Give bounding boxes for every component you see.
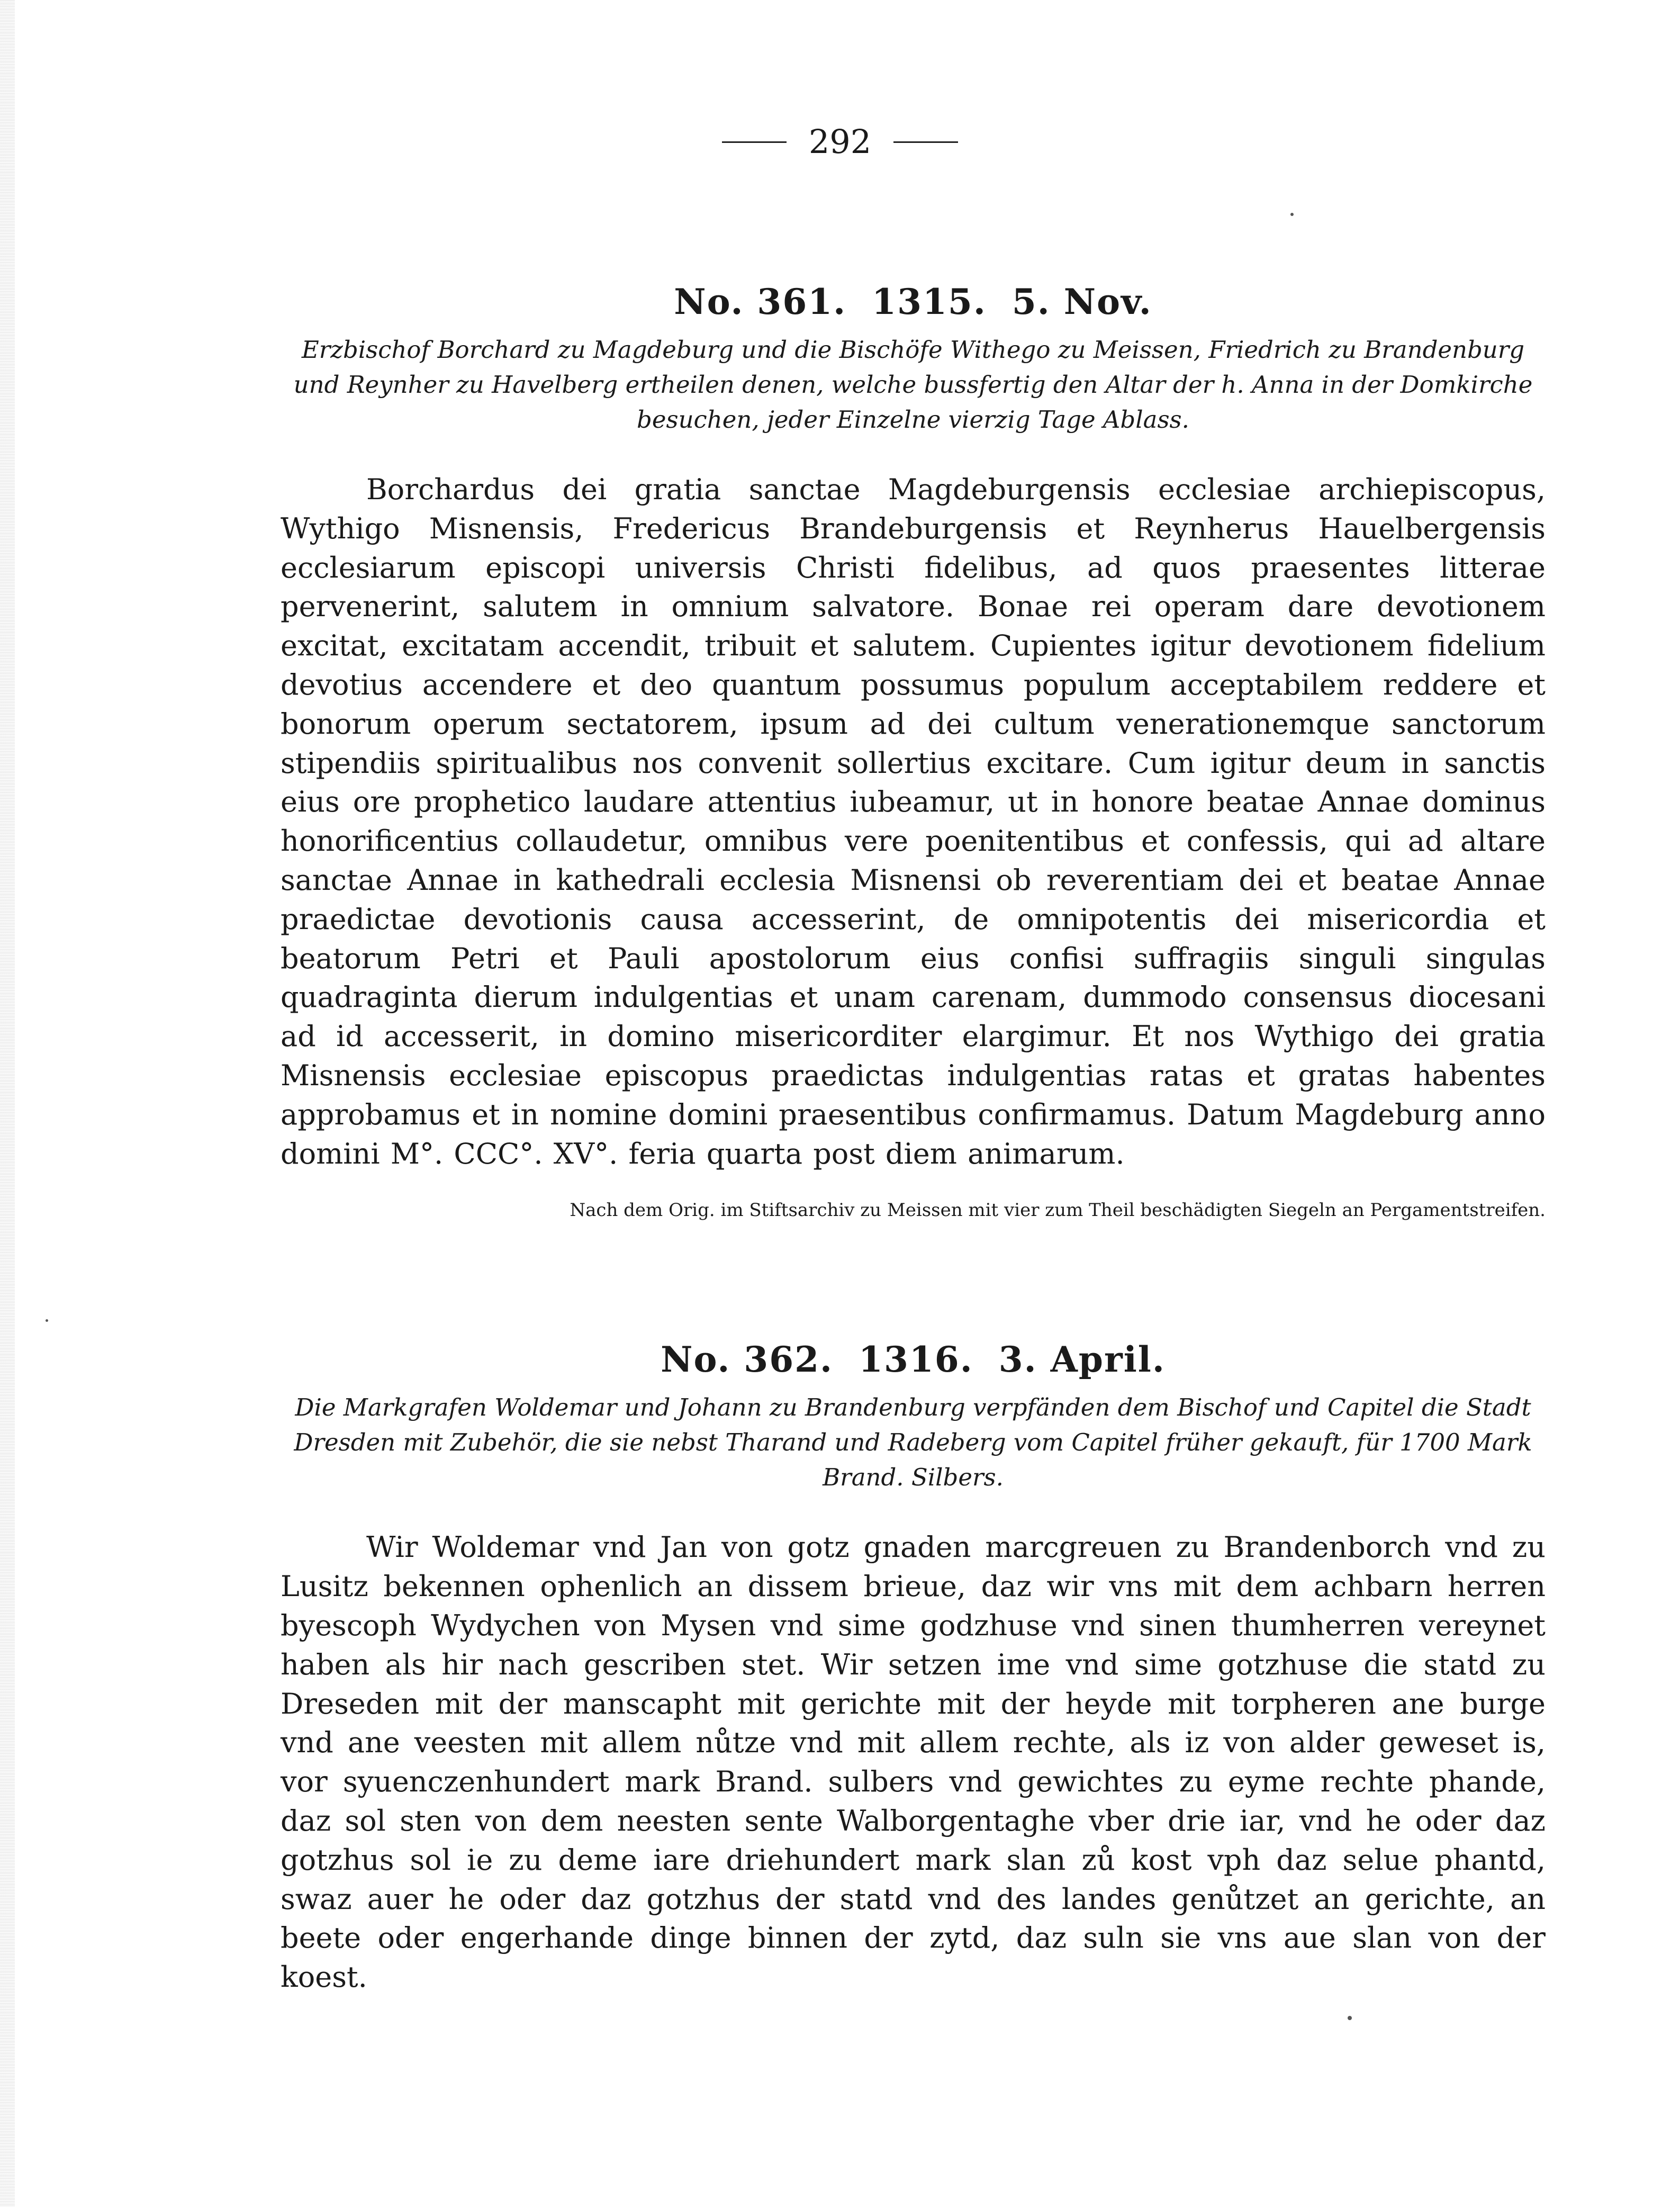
scan-speck [1348, 2016, 1352, 2020]
entry-number: No. 361. [674, 281, 847, 322]
header-dash-left [722, 141, 787, 143]
header-dash-right [893, 141, 958, 143]
entry-text: Wir Woldemar vnd Jan von gotz gnaden marcgreuen zu Brandenborch vnd zu Lusitz bekennen ophenlich an dissem brieue, daz wir vns mit dem achbarn herren byescoph Wydychen von Mysen vnd sime godzhuse vnd sinen thumherren vereynet haben als hir nach gescriben stet. Wir setzen ime vnd sime gotzhuse die statd zu Dreseden mit der manscapht mit gerichte mit der heyde mit torpheren ane burge vnd ane veesten mit allem nůtze vnd mit allem rechte, als iz von alder geweset is, vor syuenczenhundert mark Brand. sulbers vnd gewichtes zu eyme rechte phande, daz sol sten von dem neesten sente Walborgentaghe vber drie iar, vnd he oder daz gotzhus sol ie zu deme iare driehundert mark slan zů kost vph daz selue phantd, swaz auer he oder daz gotzhus der statd vnd des landes genůtzet an gerichte, an beete oder engerhande dinge binnen der zytd, daz suln sie vns aue slan von der koest. [281, 1530, 1546, 1994]
entry-year: 1315. [872, 281, 987, 322]
page-header [0, 123, 1680, 161]
entry-year: 1316. [859, 1339, 973, 1381]
entry-heading [281, 281, 1546, 323]
entry-date: 3. April. [998, 1339, 1166, 1381]
scan-edge [0, 0, 15, 2207]
page-number: 292 [808, 122, 872, 161]
entry-text: Borchardus dei gratia sanctae Magdeburgensis ecclesiae archiepiscopus, Wythigo Misnensis, Fredericus Brandeburgensis et Reynherus Hauelbergensis ecclesiarum episcopi universis Christi fidelibus, ad quos praesentes litterae pervenerint, salutem in omnium salvatore. Bonae rei operam dare devotionem excitat, excitatam accendit, tribuit et salutem. Cupientes igitur devotionem fidelium devotius accendere et deo quantum possumus populum acceptabilem reddere et bonorum operum sectatorem, ipsum ad dei cultum venerationemque sanctorum stipendiis spiritualibus nos convenit sollertius excitare. Cum igitur deum in sanctis eius ore prophetico laudare attentius iubeamur, ut in honore beatae Annae dominus honorificentius collaudetur, omnibus vere poenitentibus et confessis, qui ad altare sanctae Annae in kathedrali ecclesia Misnensi ob reverentiam dei et beatae Annae praedictae devotionis causa accesserint, de omnipotentis dei misericordia et beatorum Petri et Pauli apostolorum eius confisi suffragiis singuli singulas quadraginta dierum indulgentias et unam carenam, dummodo consensus diocesani ad id accesserit, in domino misericorditer elargimur. Et nos Wythigo dei gratia Misnensis ecclesiae episcopus praedictas indulgentias ratas et gratas habentes approbamus et in nomine domini praesentibus confirmamus. Datum Magdeburg anno domini M°. CCC°. XV°. feria quarta post diem animarum. [281, 473, 1546, 1170]
section-gap [281, 1223, 1546, 1338]
charter-entry-362 [281, 1338, 1546, 1997]
entry-date: 5. Nov. [1011, 281, 1152, 322]
charter-entry-361 [281, 281, 1546, 1223]
scan-speck [1290, 213, 1294, 216]
entry-summary: Erzbischof Borchard zu Magdeburg und die Bischöfe Withego zu Meissen, Friedrich zu Brandenburg und Reynher zu Havelberg ertheilen denen, welche bussfertig den Altar der h. Anna in der Domkirche besuchen, jeder Einzelne vierzig Tage Ablass. [293, 336, 1533, 434]
page-content [281, 281, 1546, 1997]
scan-speck [46, 1319, 48, 1322]
entry-summary: Die Markgrafen Woldemar und Johann zu Brandenburg verpfänden dem Bischof und Capitel die Stadt Dresden mit Zubehör, die sie nebst Tharand und Radeberg vom Capitel früher gekauft, für 1700 Mark Brand. Silbers. [294, 1393, 1532, 1492]
entry-source-note: Nach dem Orig. im Stiftsarchiv zu Meissen mit vier zum Theil beschädigten Siegeln an Pergamentstreifen. [570, 1200, 1546, 1221]
entry-number: No. 362. [661, 1339, 834, 1381]
entry-heading [281, 1338, 1546, 1381]
